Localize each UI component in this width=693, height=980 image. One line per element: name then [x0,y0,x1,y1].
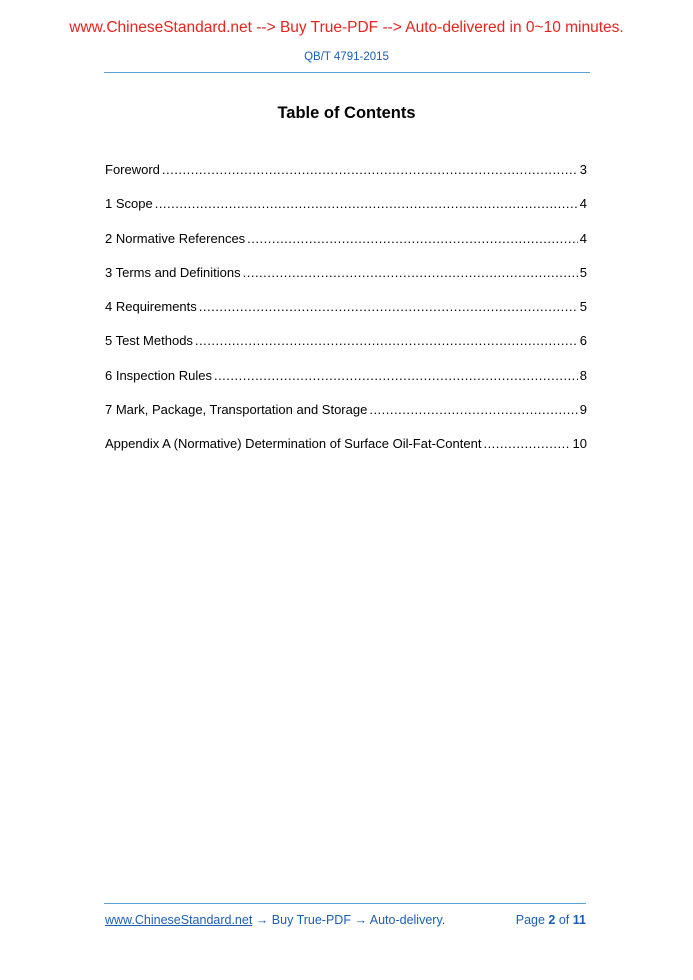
toc-entry-page: 9 [579,402,587,418]
page-current: 2 [548,913,556,927]
toc-entry-page: 4 [579,230,587,246]
toc-entry-label: 6 Inspection Rules [105,367,212,383]
of-label: of [558,913,570,927]
toc-entry-label: 2 Normative References [105,230,246,246]
toc-entry-page: 6 [579,333,587,349]
toc-entry-terms-definitions[interactable] [105,265,587,299]
toc-entry-scope[interactable] [105,196,587,230]
arrow-right-icon: → [354,913,367,927]
toc-entry-page: 3 [579,162,587,177]
toc-entry-page: 10 [572,436,587,452]
toc-leader-dots [155,196,578,212]
toc-list [105,162,587,471]
toc-leader-dots [483,436,570,452]
toc-entry-page: 4 [579,196,587,212]
toc-entry-appendix-a[interactable] [105,436,587,470]
toc-entry-label: Foreword [105,162,160,177]
toc-entry-label: 1 Scope [105,196,153,212]
toc-leader-dots [195,333,578,349]
footer-buy-text: Buy True-PDF [271,913,351,927]
toc-entry-inspection-rules[interactable] [105,368,587,402]
toc-entry-page: 8 [579,367,587,383]
toc-entry-normative-references[interactable] [105,231,587,265]
toc-entry-foreword[interactable] [105,162,587,196]
page-number [516,912,586,928]
promo-banner[interactable]: www.ChineseStandard.net --> Buy True-PDF --> Auto-delivered in 0~10 minutes. [69,19,624,36]
toc-entry-label: 4 Requirements [105,299,197,315]
toc-leader-dots [243,265,578,281]
toc-title: Table of Contents [277,104,416,122]
toc-entry-label: Appendix A (Normative) Determination of Surface Oil-Fat-Content [105,436,482,452]
toc-leader-dots [247,231,578,247]
toc-entry-label: 5 Test Methods [105,333,193,349]
footer-site-link[interactable]: www.ChineseStandard.net [105,913,253,927]
toc-leader-dots [162,162,578,178]
toc-entry-page: 5 [579,299,587,315]
footer-delivery-text: Auto-delivery. [369,913,446,927]
toc-entry-label: 7 Mark, Package, Transportation and Storage [105,402,368,418]
page-label: Page [515,913,545,927]
toc-leader-dots [214,368,578,384]
page-total: 11 [572,913,586,927]
toc-entry-mark-package[interactable] [105,402,587,436]
footer-promo [105,912,445,928]
toc-entry-test-methods[interactable] [105,333,587,367]
arrow-right-icon: → [255,913,269,927]
page-footer [105,912,586,928]
toc-entry-page: 5 [579,264,587,280]
footer-divider [104,903,586,904]
toc-leader-dots [199,299,578,315]
toc-entry-requirements[interactable] [105,299,587,333]
toc-leader-dots [369,402,577,418]
toc-entry-label: 3 Terms and Definitions [105,264,241,280]
header-divider [104,72,590,73]
standard-code-header: QB/T 4791-2015 [304,51,389,63]
